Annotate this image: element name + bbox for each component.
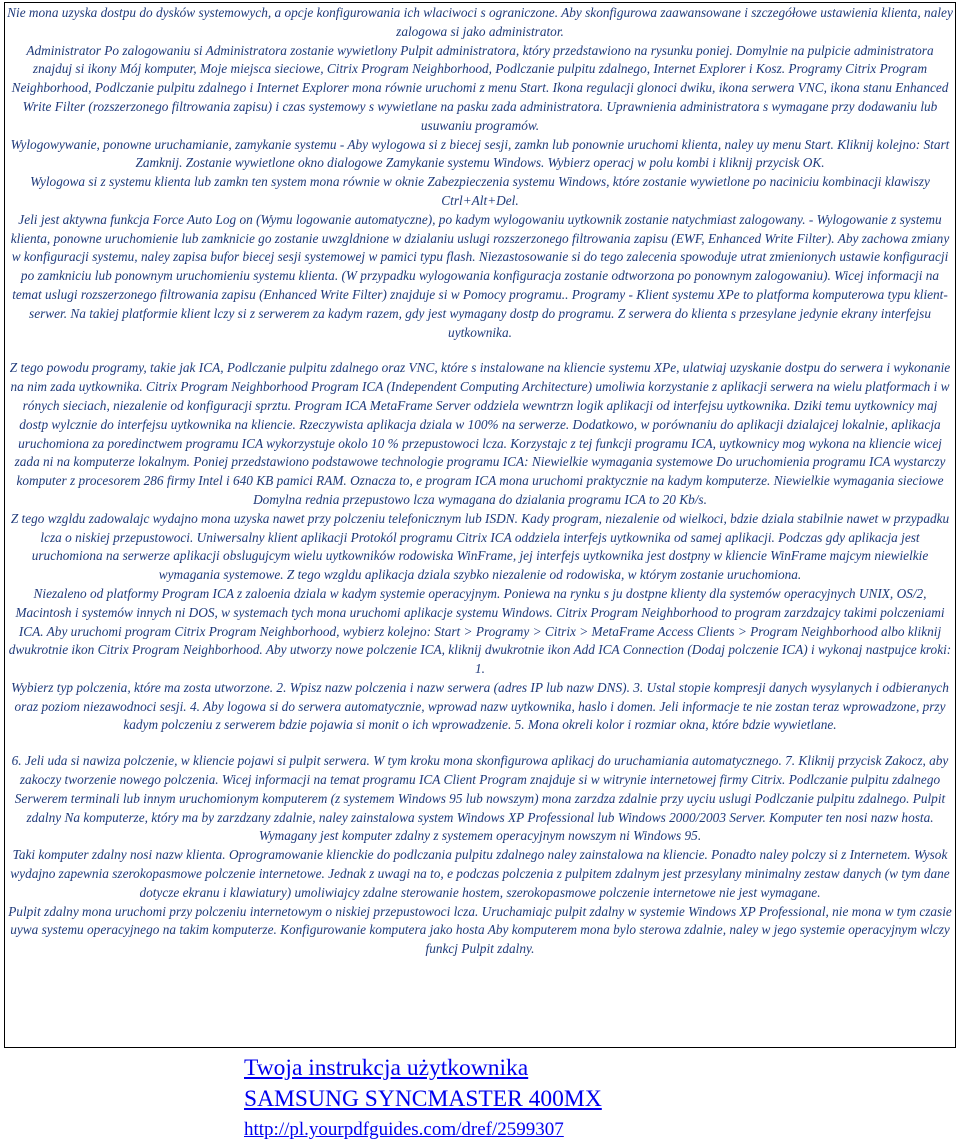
paragraph-4: Wylogowa si z systemu klienta lub zamkn ten system mona równie w oknie Zabezpieczenia systemu Windows, które zostanie wywietlone po naciniciu kombinacji klawiszy Ctrl+Alt+Del. bbox=[30, 174, 930, 208]
document-page bbox=[4, 2, 956, 1048]
paragraph-7: Z tego wzgldu zadowalajc wydajno mona uzyska nawet przy polczeniu telefonicznym lub ISDN. Kady program, niezalenie od wielkoci, bdzie dziala stabilnie nawet w przypadku lcza o niskiej przepustowoci. Uniwersalny klient aplikacji Protokól programu Citrix ICA oddziela interfejs uytkownika od samej aplikacji. Podczas gdy aplikacja jest uruchomiona na serwerze aplikacji obslugujcym wielu uytkowników rodowiska WinFrame, jej interfejs uytkownika jest dostpny w kliencie WinFrame majcym niewielkie wymagania systemowe. Z tego wzgldu aplikacja dziala szybko niezalenie od rodowiska, w którym zostanie uruchomiona. bbox=[10, 510, 950, 583]
paragraph-12: Pulpit zdalny mona uruchomi przy polczeniu internetowym o niskiej przepustowoci lcza. Uruchamiajc pulpit zdalny w systemie Windows XP Professional, nie mona w tym czasie uywa systemu operacyjnego na takim komputerze. Konfigurowanie komputera jako hosta Aby komputerem mona bylo sterowa zdalnie, naley w jego systemie operacyjnym wlczy funkcj Pulpit zdalny. bbox=[8, 903, 952, 957]
paragraph-5: Jeli jest aktywna funkcja Force Auto Log on (Wymu logowanie automatyczne), po kadym wylogowaniu uytkownik zostanie natychmiast zalogowany. - Wylogowanie z systemu klienta, ponowne uruchomienie lub zamknicie go zostanie uwzgldnione w dzialaniu uslugi rozszerzonego filtrowania zapisu (EWF, Enhanced Write Filter). Aby zachowa zmiany w konfiguracji systemu, naley zapisa bufor biecej sesji systemowej w pamici typu flash. Niezastosowanie si do tego zalecenia spowoduje utrat zmienionych ustawie konfiguracji po zamkniciu lub ponownym uruchomieniu systemu klienta. (W przypadku wylogowania konfiguracja zostanie odtworzona po ponownym zalogowaniu). Wicej informacji na temat uslugi rozszerzonego filtrowania zapisu (Enhanced Write Filter) znajduje si w Pomocy programu.. Programy - Klient systemu XPe to platforma komputerowa typu klient-serwer. Na takiej platformie klient lczy si z serwerem za kadym razem, gdy jest wymagany dostp do programu. Z serwera do klienta s przesylane jedynie ekrany interfejsu uytkownika. bbox=[10, 211, 950, 340]
guide-url-link[interactable]: http://pl.yourpdfguides.com/dref/2599307 bbox=[244, 1119, 564, 1140]
footer-links bbox=[244, 1054, 804, 1143]
model-name-link[interactable]: SAMSUNG SYNCMASTER 400MX bbox=[244, 1086, 602, 1112]
paragraph-6: Z tego powodu programy, takie jak ICA, Podlczanie pulpitu zdalnego oraz VNC, które s instalowane na kliencie systemu XPe, ulatwiaj uzyskanie dostpu do serwera i wykonanie na nim zada uytkownika. Citrix Program Neighborhood Program ICA (Independent Computing Architecture) umoliwia korzystanie z aplikacji serwera na wielu platformach i w rónych sieciach, niezalenie od konfiguracji sprztu. Program ICA MetaFrame Server oddziela wewntrzn logik aplikacji od interfejsu uytkownika. Dziki temu uytkownicy maj dostp wylcznie do interfejsu uytkownika na kliencie. Rzeczywista aplikacja dziala w 100% na serwerze. Dodatkowo, w porównaniu do aplikacji dzialajcej lokalnie, aplikacja uruchomiona za poredinctwem programu ICA wykorzystuje okolo 10 % przepustowoci lcza. Korzystajc z tej funkcji programu ICA, uytkownicy mog wykona na kliencie wicej zada ni na komputerze lokalnym. Poniej przedstawiono podstawowe technologie programu ICA: Niewielkie wymagania systemowe Do uruchomienia programu ICA wystarczy komputer z procesorem 286 firmy Intel i 640 KB pamici RAM. Oznacza to, e program ICA mona uruchomi praktycznie na kadym komputerze. Niewielkie wymagania sieciowe Domylna rednia przepustowo lcza wymagana do dzialania programu ICA to 20 Kb/s. bbox=[9, 360, 951, 507]
paragraph-3: Wylogowywanie, ponowne uruchamianie, zamykanie systemu - Aby wylogowa si z biecej sesji, zamkn lub ponownie uruchomi klienta, naley uy menu Start. Kliknij kolejno: Start Zamknij. Zostanie wywietlone okno dialogowe Zamykanie systemu Windows. Wybierz operacj w polu kombi i kliknij przycisk OK. bbox=[10, 136, 950, 171]
paragraph-1: Nie mona uzyska dostpu do dysków systemowych, a opcje konfigurowania ich wlaciwoci s ograniczone. Aby skonfigurowa zaawansowane i szczegółowe ustawienia klienta, naley zalogowa si jako administrator. bbox=[7, 5, 953, 39]
manual-title-link[interactable]: Twoja instrukcja użytkownika bbox=[244, 1055, 529, 1081]
paragraph-8: Niezaleno od platformy Program ICA z zaloenia dziala w kadym systemie operacyjnym. Poniewa na rynku s ju dostpne klienty dla systemów operacyjnych UNIX, OS/2, Macintosh i systemów innych ni DOS, w systemach tych mona uruchomi aplikacje systemu Windows. Citrix Program Neighborhood to program zarzdzajcy takimi polczeniami ICA. Aby uruchomi program Citrix Program Neighborhood, wybierz kolejno: Start > Programy > Citrix > MetaFrame Access Clients > Program Neighborhood albo kliknij dwukrotnie ikon Citrix Program Neighborhood. Aby utworzy nowe polczenie ICA, kliknij dwukrotnie ikon Add ICA Connection (Dodaj polczenie ICA) i wykonaj nastpujce kroki: 1. bbox=[8, 585, 952, 677]
paragraph-9: Wybierz typ polczenia, które ma zosta utworzone. 2. Wpisz nazw polczenia i nazw serwera (adres IP lub nazw DNS). 3. Ustal stopie kompresji danych wysylanych i odbieranych oraz poziom niezawodnoci sesji. 4. Aby logowa si do serwera automatycznie, wprowad nazw uytkownika, haslo i domen. Jeli informacje te nie zostan teraz wprowadzone, przy kadym polczeniu z serwerem bdzie pojawia si monit o ich wprowadzenie. 5. Mona okreli kolor i rozmiar okna, które bdzie wywietlane. bbox=[11, 679, 949, 733]
paragraph-11: Taki komputer zdalny nosi nazw klienta. Oprogramowanie klienckie do podlczania pulpitu zdalnego naley zainstalowa na kliencie. Ponadto naley polczy si z Internetem. Wysok wydajno zapewnia szerokopasmowe polczenie internetowe. Jednak z uwagi na to, e podczas polczenia z pulpitem zdalnym jest przesylany minimalny zestaw danych (w tym dane dotycze ekranu i klawiatury) umoliwiajcy zdalne sterowanie hostem, szerokopasmowe polczenie internetowe nie jest wymagane. bbox=[10, 847, 950, 900]
paragraph-2: Administrator Po zalogowaniu si Administratora zostanie wywietlony Pulpit administratora, który przedstawiono na rysunku poniej. Domylnie na pulpicie administratora znajduj si ikony Mój komputer, Moje miejsca sieciowe, Citrix Program Neighborhood, Podlczanie pulpitu zdalnego, Internet Explorer i Kosz. Programy Citrix Program Neighborhood, Podlczanie pulpitu zdalnego i Internet Explorer mona równie uruchomi z menu Start. Ikona regulacji glonoci dwiku, ikona serwera VNC, ikona stanu Enhanced Write Filter (rozszerzonego filtrowania zapisu) i czas systemowy s wywietlane na pasku zada administratora. Uprawnienia administratora s wymagane przy dodawaniu lub usuwaniu programów. bbox=[11, 42, 949, 133]
paragraph-10: 6. Jeli uda si nawiza polczenie, w kliencie pojawi si pulpit serwera. W tym kroku mona skonfigurowa aplikacj do uruchamiania automatycznego. 7. Kliknij przycisk Zakocz, aby zakoczy tworzenie nowego polczenia. Wicej informacji na temat programu ICA Client Program znajduje si w witrynie internetowej firmy Citrix. Podlczanie pulpitu zdalnego Serwerem terminali lub innym uruchomionym komputerem (z systemem Windows 95 lub nowszym) mona zarzdza zdalnie przy uyciu uslugi Podlczanie pulpitu zdalnego. Pulpit zdalny Na komputerze, który ma by zarzdzany zdalnie, naley zainstalowa system Windows XP Professional lub Windows 2000/2003 Server. Komputer ten nosi nazw hosta. Wymagany jest komputer zdalny z systemem operacyjnym nowszym ni Windows 95. bbox=[11, 753, 949, 844]
